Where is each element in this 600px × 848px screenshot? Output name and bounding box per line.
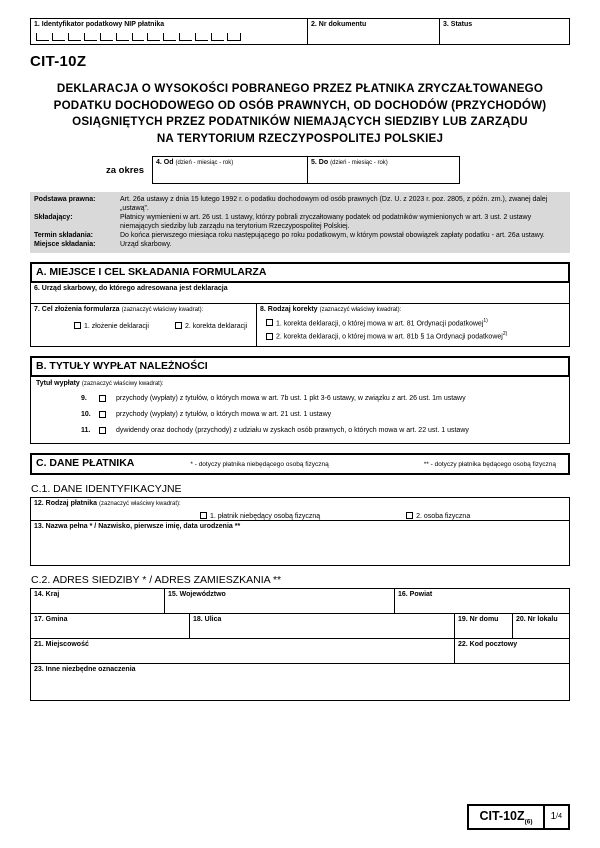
field-12-label-number: 12. Rodzaj płatnika: [34, 499, 98, 507]
nip-comb-tick: [52, 33, 65, 41]
deadline-label: Termin składania:: [34, 232, 94, 240]
field-7-label-number: 7. Cel złożenia formularza: [34, 305, 120, 313]
section-a-header: A. MIEJSCE I CEL SKŁADANIA FORMULARZA: [30, 262, 570, 283]
field-16-label: 16. Powiat: [398, 590, 433, 598]
section-c-note-2: ** - dotyczy płatnika będącego osobą fizyczną: [423, 461, 556, 469]
field-23-other-designations[interactable]: [30, 663, 570, 701]
place-row: [34, 240, 566, 249]
field-8-option-1-footnote: 1): [483, 318, 488, 325]
submitter-text: Płatnicy wymienieni w art. 26 ust. 1 ustawy, którzy pobrali zryczałtowany podatek od podatników wymienionych w art. 3 ust. 2 ustawy niemających siedziby lub zarządu na terytorium Rzeczypospolitej Polskiej.: [120, 214, 532, 231]
field-13-row: [30, 520, 570, 566]
nip-comb-tick: [84, 33, 97, 41]
nip-comb-tick: [116, 33, 129, 41]
address-row-4: [30, 663, 570, 701]
field-15-label: 15. Województwo: [168, 590, 226, 598]
form-title-line-4: NA TERYTORIUM RZECZYPOSPOLITEJ POLSKIEJ: [156, 131, 444, 145]
section-c-title: C. DANE PŁATNIKA: [36, 457, 135, 470]
fields-7-8-row: [30, 303, 570, 347]
section-c2-header: C.2. ADRES SIEDZIBY * / ADRES ZAMIESZKANIA **: [31, 573, 282, 586]
field-8-correction-type: [257, 303, 570, 347]
legal-basis-label: Podstawa prawna:: [34, 196, 96, 203]
payment-item-9: [36, 395, 564, 404]
field-7-options: [34, 322, 253, 330]
field-14-label: 14. Kraj: [34, 590, 60, 598]
legal-info-block: [30, 192, 570, 253]
period-to-hint: (dzień - miesiąc - rok): [330, 160, 388, 166]
item-11-checkbox[interactable]: [99, 427, 106, 434]
field-12-hint: (zaznaczyć właściwy kwadrat):: [99, 500, 181, 507]
period-row: [30, 156, 570, 184]
field-15-voivodeship[interactable]: [165, 588, 395, 614]
field-7-option-1[interactable]: [74, 322, 149, 330]
field-7-hint: (zaznaczyć właściwy kwadrat):: [121, 306, 204, 313]
footer-form-code: [467, 804, 544, 831]
field-12-row: [30, 497, 570, 521]
section-c-note-1: * - dotyczy płatnika niebędącego osobą fizyczną: [190, 461, 329, 469]
place-text: Urząd skarbowy.: [120, 241, 172, 249]
field-22-postal-code[interactable]: [455, 638, 570, 664]
nip-comb-tick: [195, 33, 208, 41]
status-field[interactable]: [440, 18, 570, 45]
payment-title-label: [36, 380, 564, 388]
payment-title-hint: (zaznaczyć właściwy kwadrat):: [81, 380, 164, 387]
header-row: [30, 18, 570, 45]
form-title-line-2: PODATKU DOCHODOWEGO OD OSÓB PRAWNYCH, OD DOCHODÓW (PRZYCHODÓW): [53, 98, 547, 112]
field-8-label: [260, 306, 566, 314]
field-20-label: 20. Nr lokalu: [516, 615, 558, 623]
footer: [467, 804, 570, 831]
field-14-country[interactable]: [30, 588, 165, 614]
nip-comb-tick: [147, 33, 160, 41]
field-8-option-2-label: 2. korekta deklaracji, o której mowa w art. 81b § 1a Ordynacji podatkowej: [276, 333, 503, 341]
document-number-label: 2. Nr dokumentu: [311, 21, 367, 28]
field-8-option-2-footnote: 2): [502, 331, 508, 338]
nip-comb-tick: [132, 33, 145, 41]
place-label: Miejsce składania:: [34, 241, 96, 249]
section-c1-header: C.1. DANE IDENTYFIKACYJNE: [31, 482, 182, 495]
period-to-field[interactable]: [308, 156, 460, 184]
submitter-row: [34, 213, 566, 231]
period-from-hint: (dzień - miesiąc - rok): [175, 160, 234, 166]
field-8-option-2[interactable]: [260, 331, 566, 340]
field-17-commune[interactable]: [30, 613, 190, 639]
section-b-header: B. TYTUŁY WYPŁAT NALEŻNOŚCI: [30, 356, 570, 377]
payment-item-10: [36, 411, 564, 420]
field-17-label: 17. Gmina: [34, 615, 68, 623]
status-label: 3. Status: [443, 21, 473, 28]
item-10-checkbox[interactable]: [99, 411, 106, 418]
field-6-row: [30, 282, 570, 304]
form-code: CIT-10Z: [30, 53, 87, 70]
field-16-county[interactable]: [395, 588, 570, 614]
item-10-text: przychody (wypłaty) z tytułów, o których mowa w art. 21 ust. 1 ustawy: [116, 410, 332, 418]
field-18-label: 18. Ulica: [193, 615, 222, 623]
section-c-header: [30, 453, 570, 474]
field-21-label: 21. Miejscowość: [34, 640, 89, 648]
period-from-field[interactable]: [152, 156, 308, 184]
field-7-option-2-checkbox[interactable]: [175, 322, 182, 329]
field-12-option-1-label: 1. płatnik niebędący osobą fizyczną: [210, 512, 321, 520]
field-12-label: [34, 500, 566, 508]
field-21-city[interactable]: [30, 638, 455, 664]
field-7-option-2[interactable]: [175, 322, 247, 330]
field-8-label-number: 8. Rodzaj korekty: [260, 305, 318, 313]
nip-field[interactable]: [30, 18, 308, 45]
field-19-label: 19. Nr domu: [458, 615, 499, 623]
nip-label: 1. Identyfikator podatkowy NIP płatnika: [34, 21, 165, 28]
field-23-label: 23. Inne niezbędne oznaczenia: [34, 665, 136, 673]
field-13-label: 13. Nazwa pełna * / Nazwisko, pierwsze imię, data urodzenia **: [34, 522, 241, 530]
nip-comb-tick: [100, 33, 113, 41]
field-8-option-1-checkbox[interactable]: [266, 319, 273, 326]
item-9-number: 9.: [81, 395, 87, 403]
address-row-1: [30, 588, 570, 614]
field-12-option-2-label: 2. osoba fizyczna: [416, 512, 471, 520]
submitter-label: Składający:: [34, 214, 73, 222]
deadline-row: [34, 231, 566, 240]
field-22-label: 22. Kod pocztowy: [458, 640, 518, 648]
address-row-3: [30, 638, 570, 664]
field-6-tax-office[interactable]: [30, 282, 570, 304]
field-18-street[interactable]: [190, 613, 455, 639]
footer-page-current: 1: [550, 811, 557, 823]
period-from-number: 4. Od: [156, 159, 174, 166]
field-7-option-2-label: 2. korekta deklaracji: [184, 323, 248, 331]
field-8-option-1-label: 1. korekta deklaracji, o której mowa w art. 81 Ordynacji podatkowej: [276, 320, 484, 328]
field-12-payer-type: [30, 497, 570, 521]
item-9-checkbox[interactable]: [99, 395, 106, 402]
item-11-text: dywidendy oraz dochody (przychody) z udziału w zyskach osób prawnych, o których mowa w art. 22 ust. 1 ustawy: [116, 426, 469, 434]
document-number-field[interactable]: [308, 18, 440, 45]
form-title: [30, 81, 570, 147]
period-label: za okres: [105, 164, 144, 176]
nip-comb-tick: [211, 33, 224, 41]
legal-basis-row: [34, 195, 566, 213]
payment-item-11: [36, 427, 564, 436]
field-7-option-1-checkbox[interactable]: [74, 322, 81, 329]
section-b-body: [30, 376, 570, 445]
footer-page-total: /4: [556, 813, 562, 821]
period-from-label: [156, 159, 304, 167]
footer-form-version: (6): [524, 818, 533, 825]
payment-title-text: Tytuł wypłaty: [36, 379, 80, 387]
period-to-number: 5. Do: [311, 159, 329, 166]
field-12-option-2-checkbox[interactable]: [406, 512, 413, 519]
nip-comb-tick: [227, 33, 241, 41]
field-20-flat-number[interactable]: [513, 613, 570, 639]
field-12-option-1-checkbox[interactable]: [200, 512, 207, 519]
field-7-label: [34, 306, 253, 314]
item-11-number: 11.: [81, 426, 91, 434]
field-7-purpose: [30, 303, 257, 347]
field-8-option-2-checkbox[interactable]: [266, 333, 273, 340]
period-to-label: [311, 159, 456, 167]
item-9-text: przychody (wypłaty) z tytułów, o których mowa w art. 7b ust. 1 pkt 3-6 ustawy, w związku z art. 26 ust. 1m ustawy: [116, 395, 466, 403]
field-8-option-1[interactable]: [260, 318, 566, 327]
field-13-full-name[interactable]: [30, 520, 570, 566]
form-title-line-3: OSIĄGNIĘTYCH PRZEZ PODATNIKÓW NIEMAJĄCYCH SIEDZIBY LUB ZARZĄDU: [72, 115, 528, 128]
nip-comb[interactable]: [36, 33, 241, 41]
footer-page-number: [545, 804, 570, 831]
nip-comb-tick: [36, 33, 49, 41]
field-8-hint: (zaznaczyć właściwy kwadrat):: [319, 306, 402, 313]
field-6-label: 6. Urząd skarbowy, do którego adresowana jest deklaracja: [34, 284, 228, 292]
nip-comb-tick: [68, 33, 81, 41]
deadline-text: Do końca pierwszego miesiąca roku następującego po roku podatkowym, w którym powstał obowiązek zapłaty podatku - art. 26a ustawy.: [120, 232, 545, 240]
field-19-house-number[interactable]: [455, 613, 513, 639]
field-7-option-1-label: 1. złożenie deklaracji: [84, 323, 149, 331]
item-10-number: 10.: [81, 410, 91, 418]
nip-comb-tick: [163, 33, 176, 41]
nip-comb-tick: [179, 33, 192, 41]
legal-basis-text: Art. 26a ustawy z dnia 15 lutego 1992 r. o podatku dochodowym od osób prawnych (Dz. U. z 2023 r. poz. 2805, z późn. zm.), zwanej dalej „ustawą”.: [120, 196, 548, 213]
address-row-2: [30, 613, 570, 639]
form-title-line-1: DEKLARACJA O WYSOKOŚCI POBRANEGO PRZEZ PŁATNIKA ZRYCZAŁTOWANEGO: [56, 82, 544, 95]
footer-form-code-text: CIT-10Z: [479, 808, 525, 823]
